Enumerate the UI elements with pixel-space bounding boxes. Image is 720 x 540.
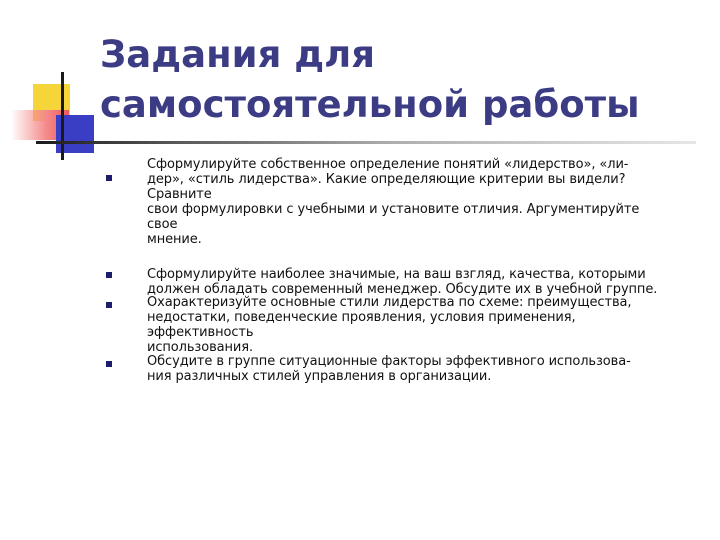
slide-title (100, 30, 710, 130)
task-text-line: эффективность (147, 325, 254, 340)
slide-title-line-1: Задания для (100, 33, 375, 76)
square-bullet-icon (106, 302, 112, 308)
square-bullet-icon (106, 272, 112, 278)
task-text-line: свои формулировки с учебными и установите отличия. Аргументируйте (147, 202, 640, 217)
square-bullet-icon (106, 361, 112, 367)
task-text-line: Охарактеризуйте основные стили лидерства по схеме: преимущества, (147, 295, 632, 310)
task-text-line: Сформулируйте наиболее значимые, на ваш взгляд, качества, которыми (147, 267, 646, 282)
task-item-3 (100, 295, 700, 354)
task-text-line: Обсудите в группе ситуационные факторы эффективного использова- (147, 354, 631, 369)
task-text-line: дер», «стиль лидерства». Какие определяющие критерии вы видели? (147, 172, 626, 187)
task-text-line: свое (147, 217, 178, 232)
task-text-line: Сформулируйте собственное определение понятий «лидерство», «ли- (147, 157, 629, 172)
task-text-line: использования. (147, 340, 254, 355)
task-item-1 (100, 157, 700, 267)
decor-vertical-line (61, 72, 64, 160)
task-text-line: мнение. (147, 232, 202, 247)
square-bullet-icon (106, 175, 112, 181)
task-item-4 (100, 354, 700, 384)
task-text-line: недостатки, поведенческие проявления, условия применения, (147, 310, 576, 325)
slide-title-line-2: самостоятельной работы (100, 83, 640, 126)
task-text-line: ния различных стилей управления в организации. (147, 369, 492, 384)
title-underline (36, 141, 696, 144)
task-text-line: должен обладать современный менеджер. Обсудите их в учебной группе. (147, 282, 658, 297)
task-item-2 (100, 267, 700, 295)
task-text-line: Сравните (147, 187, 212, 202)
task-list (100, 157, 700, 384)
